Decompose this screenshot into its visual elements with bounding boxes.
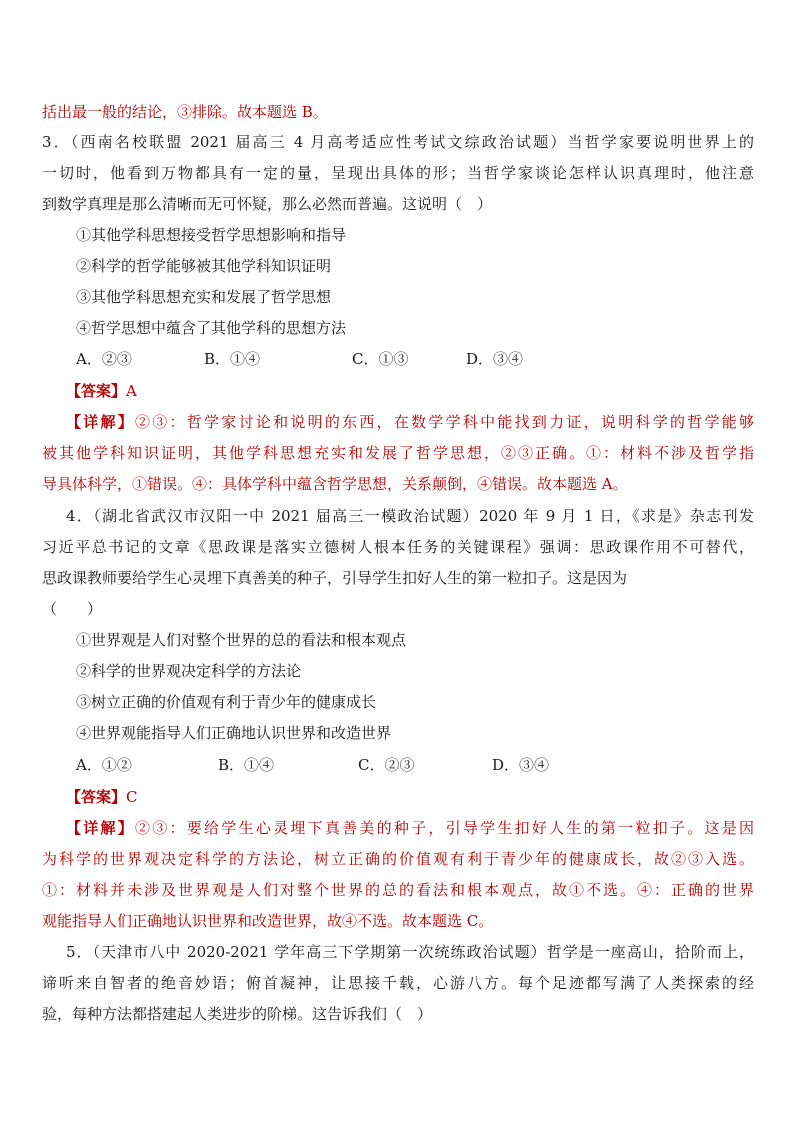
q5-stem-line-2: 谛听来自智者的绝音妙语；俯首凝神，让思接千载，心游八方。每个足迹都写满了人类探索的经 (42, 974, 754, 992)
q3-statement-2: ②科学的哲学能够被其他学科知识证明 (76, 257, 332, 275)
q5-stem-line-1: 5．（天津市八中 2020-2021 学年高三下学期第一次统练政治试题）哲学是一座高山，拾阶而上， (66, 943, 754, 961)
q4-option-b: B．①④ (218, 756, 275, 774)
detail-text: ②③：哲学家讨论和说明的东西，在数学学科中能找到力证，说明科学的哲学能够 (135, 413, 754, 431)
q3-statement-4: ④哲学思想中蕴含了其他学科的思想方法 (76, 319, 347, 337)
detail-text: ②③：要给学生心灵埋下真善美的种子，引导学生扣好人生的第一粒扣子。这是因 (135, 819, 754, 837)
answer-label: 【答案】 (66, 382, 127, 400)
q3-stem-line-3: 到数学真理是那么清晰而无可怀疑，那么必然而普遍。这说明（ ） (42, 195, 493, 213)
q4-detail-line-1 (66, 818, 754, 838)
q3-option-c: C．①③ (352, 350, 409, 368)
q4-stem-line-1: 4．（湖北省武汉市汉阳一中 2021 届高三一模政治试题）2020 年 9 月 1 日，《求是》杂志刊发 (66, 507, 754, 525)
q3-stem-line-2: 一切时，他看到万物都具有一定的量，呈现出具体的形；当哲学家谈论怎样认识真理时，他注意 (42, 164, 754, 182)
q4-stem-line-4: （ ） (42, 600, 103, 618)
q3-answer (66, 381, 778, 401)
q3-detail-line-2: 被其他学科知识证明，其他学科思想充实和发展了哲学思想，②③正确。①：材料不涉及哲学指 (42, 444, 754, 462)
q5-stem-line-3: 验，每种方法都搭建起人类进步的阶梯。这告诉我们（ ） (42, 1005, 433, 1023)
previous-answer-conclusion: 括出最一般的结论，③排除。故本题选 B。 (42, 103, 328, 121)
q4-statement-2: ②科学的世界观决定科学的方法论 (76, 662, 302, 680)
q3-option-a: A．②③ (76, 350, 132, 368)
answer-value: C (126, 788, 138, 806)
answer-label: 【答案】 (66, 788, 127, 806)
q4-option-d: D．③④ (492, 756, 550, 774)
q4-answer (66, 787, 778, 807)
q3-option-b: B．①④ (204, 350, 261, 368)
q4-statement-3: ③树立正确的价值观有利于青少年的健康成长 (76, 693, 377, 711)
q4-detail-line-4: 观能指导人们正确地认识世界和改造世界，故④不选。故本题选 C。 (42, 912, 494, 930)
q3-statement-1: ①其他学科思想接受哲学思想影响和指导 (76, 226, 347, 244)
q3-detail-line-1 (66, 412, 754, 432)
q4-detail-line-3: ①：材料并未涉及世界观是人们对整个世界的总的看法和根本观点，故①不选。④：正确的世界 (42, 881, 754, 899)
q3-statement-3: ③其他学科思想充实和发展了哲学思想 (76, 288, 332, 306)
q3-option-d: D．③④ (466, 350, 524, 368)
q3-stem-line-1: 3．（西南名校联盟 2021 届高三 4 月高考适应性考试文综政治试题）当哲学家要说明世界上的 (42, 133, 754, 151)
q4-statement-4: ④世界观能指导人们正确地认识世界和改造世界 (76, 724, 392, 742)
detail-label: 【详解】 (66, 413, 136, 431)
q4-statement-1: ①世界观是人们对整个世界的总的看法和根本观点 (76, 631, 407, 649)
detail-label: 【详解】 (66, 819, 136, 837)
q4-option-c: C．②③ (358, 756, 415, 774)
answer-value: A (126, 382, 137, 400)
q3-detail-line-3: 导具体科学，①错误。④：具体学科中蕴含哲学思想，关系颠倒，④错误。故本题选 A。 (42, 475, 628, 493)
q4-option-a: A．①② (76, 756, 132, 774)
q4-stem-line-2: 习近平总书记的文章《思政课是落实立德树人根本任务的关键课程》强调：思政课作用不可替代， (42, 538, 754, 556)
q4-detail-line-2: 为科学的世界观决定科学的方法论，树立正确的价值观有利于青少年的健康成长，故②③入选。 (42, 850, 754, 868)
q4-stem-line-3: 思政课教师要给学生心灵埋下真善美的种子，引导学生扣好人生的第一粒扣子。这是因为 (42, 569, 628, 587)
